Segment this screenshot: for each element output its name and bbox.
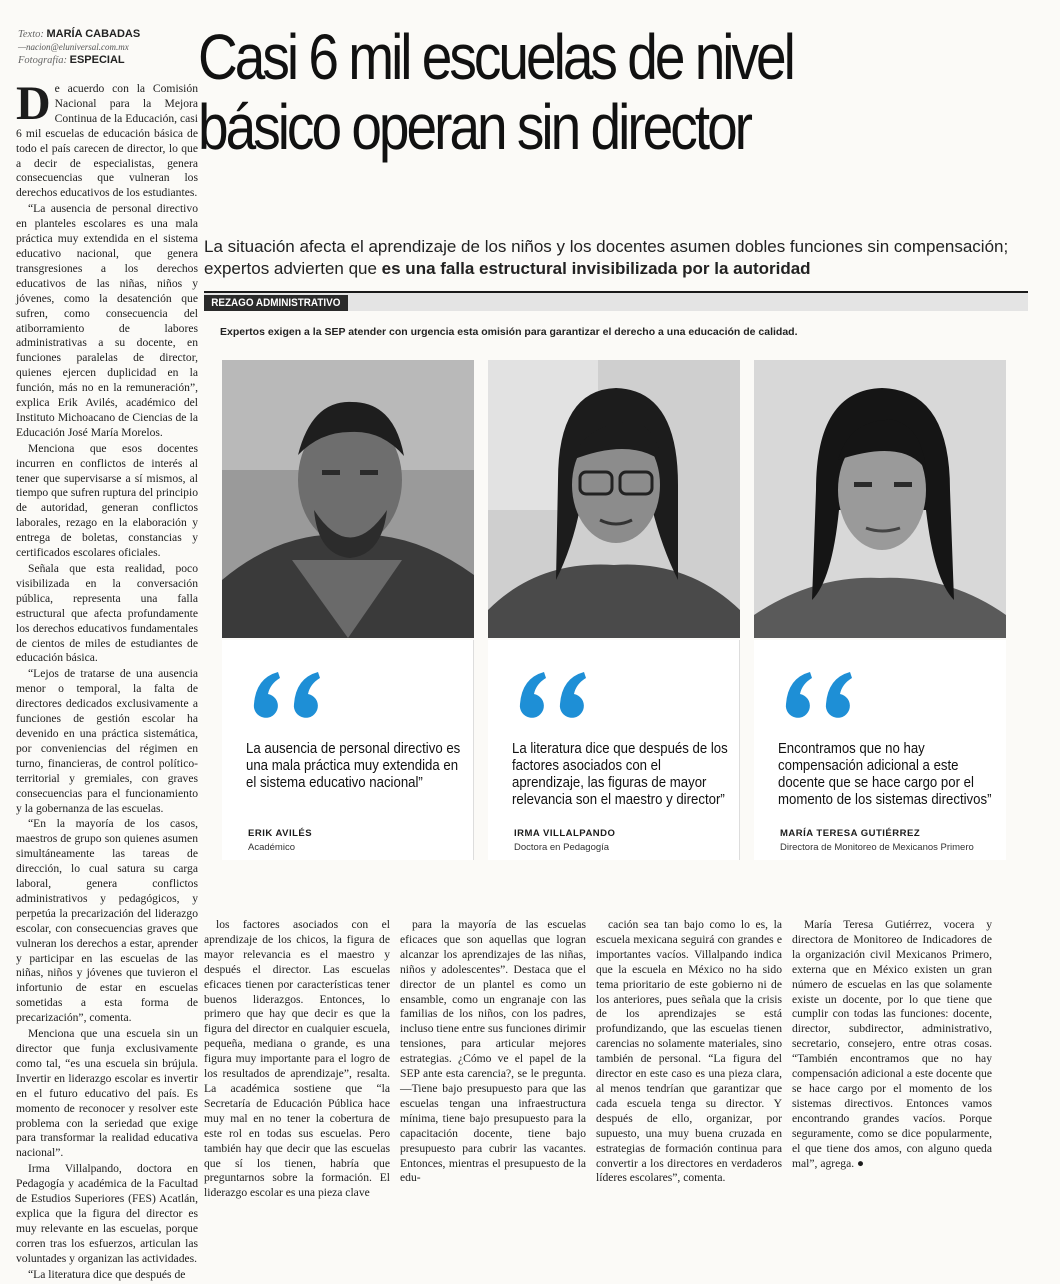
quote-author: IRMA VILLALPANDO [514,828,616,839]
subheadline: La situación afecta el aprendizaje de los niños y los docentes asumen dobles funciones sin compensación; expertos advierten que es una falla estructural invisibilizada por la autoridad [204,237,1009,278]
paragraph: “En la mayoría de los casos, maestros de grupo son quienes asumen simultáneamente las tareas de dirección, lo cual satura su carga laboral, genera conflictos administrativos y pedagógicos, y perpetúa la precarización del liderazgo escolar, con consecuencias graves que vulneran los derechos a estar, aprender y participar en las escuelas de las niñas, niños y jóvenes que tuvieron el infortunio de estar en escuelas sometidas a esta forma de precarización”, comenta. [16,817,198,1025]
author-email: —nacion@eluniversal.com.mx [18,42,129,52]
bottom-text-column: los factores asociados con el aprendizaje de los chicos, la figura de mayor relevancia es el maestro y después el director. Las escuelas eficaces tienen por características tener buenos liderazgos. Entonces, lo primero que hay que decir es que la figura del director en cualquier escuela, pequeña, mediana o grande, es una figura muy importante para el logro de los resultados de aprendizaje”, resalta. La académica sostiene que “la Secretaría de Educación Pública hace muy mal en no tener la cobertura de este rol en todas sus escuelas. Pero también hay que decir que las escuelas que sí los tienen, habría que preguntarnos sobre la formación. El liderazgo escolar es una pieza clave [204,918,390,1200]
paragraph: “Lejos de tratarse de una ausencia menor o temporal, la falta de directores dedicados exclusivamente a funciones de gestión escolar ha devenido en una práctica sistemática, por conveniencias del régimen en turno, financieras, de control político-territorial y gremiales, con graves consecuencias para el funcionamiento y la gobernanza de las escuelas. [16,667,198,815]
quote-mark-icon [248,664,328,724]
photo-maria-teresa-gutierrez [754,360,1006,638]
paragraph: Señala que esta realidad, poco visibilizada en la conversación pública, representa una falla estructural que afecta profundamente los derechos educativos fundamentales de cientos de miles de estudiantes de educación básica. [16,562,198,665]
quote-role: Académico [248,842,295,853]
bottom-text-column: para la mayoría de las escuelas eficaces que son aquellas que logran alcanzar los aprendizajes de las niñas, niños y adolescentes”. Destaca que el director de un plantel es como un ensamble, como un engranaje con las familias de los niños, con los padres, incluso tiene entre sus funciones dirimir tensiones, para articular mejores estrategias. ¿Cómo ve el papel de la SEP ante esta carencia?, se le pregunta. —Tiene bajo presupuesto para que las escuelas tengan una infraestructura mínima, tiene bajo presupuesto para la capacitación docente, tiene bajo presupuesto para cubrir las vacantes. Entonces, mientras el presupuesto de la edu- [400,918,586,1185]
photo-caption: Expertos exigen a la SEP atender con urgencia esta omisión para garantizar el derecho a una educación de calidad. [220,326,798,338]
quote-card [488,640,740,860]
quote-role: Directora de Monitoreo de Mexicanos Primero [780,842,974,853]
quote-card [754,640,1006,860]
photo-credit: ESPECIAL [69,54,125,66]
bottom-text-column: María Teresa Gutiérrez, vocera y directora de Monitoreo de Indicadores de la organización civil Mexicanos Primero, externa que en México existen un gran número de escuelas en las que solamente existe un docente, por lo que tiene que cumplir con todas las funciones: docente, director, subdirector, administrativo, secretario, consejero, entre otras cosas. “También encontramos que no hay compensación adicional a este docente que se hace cargo por el momento de los sistemas directivos. Entonces vamos encontrando grandes vacíos. Porque seguramente, como se dice popularmente, el que tiene dos amos, con alguno queda mal”, agrega. ● [792,918,992,1170]
paragraph: “La ausencia de personal directivo en planteles escolares es una mala práctica muy extendida en el sistema educativo nacional, que genera transgresiones a los derechos educativos de las niñas, niños y jóvenes, como la desatención que sufren, como consecuencia del atiborramiento de labores administrativas a su docente, en funciones paralelas de director, quienes ejercen duplicidad en la función, más no en la remuneración”, explica Erik Avilés, académico del Instituto Michoacano de Ciencias de la Educación José María Morelos. [16,202,198,439]
quote-mark-icon [780,664,860,724]
section-label: REZAGO ADMINISTRATIVO [204,295,348,311]
quote-text: Encontramos que no hay compensación adicional a este docente que se hace cargo por el momento de los sistemas directivos” [778,740,992,808]
section-bar [204,291,1028,311]
quote-text: La literatura dice que después de los factores asociados con el aprendizaje, las figuras de mayor relevancia son el maestro y director” [512,740,728,808]
headline: Casi 6 mil escuelas de nivel básico operan sin director [198,21,793,163]
paragraph: “La literatura dice que después de [28,1267,186,1281]
quote-card [222,640,474,860]
photo-erik-aviles [222,360,474,638]
bottom-text-column: cación sea tan bajo como lo es, la escuela mexicana seguirá con grandes e importantes vacíos. Villalpando indica que la escuela en México no ha sido tema prioritario de este gobierno ni de los anteriores, pues señala que la crisis de los aprendizajes se está profundizando, que las escuelas tienen carencias no solamente materiales, sino también de personal. “La figura del director en este caso es una pieza clara, al menos tendrían que garantizar que cada escuela tenga su director. Y después de ello, organizar, por supuesto, una muy buena cruzada en estrategias de formación continua para convertir a los directores en verdaderos líderes escolares”, comenta. [596,918,782,1185]
quote-mark-icon [514,664,594,724]
quote-author: ERIK AVILÉS [248,828,313,839]
paragraph: Irma Villalpando, doctora en Pedagogía y académica de la Facultad de Estudios Superiores (FES) Acatlán, explica que la figura del director es muy relevante en las escuelas, porque corren tras los esfuerzos, articulan las voluntades y organizan las actividades. [16,1162,198,1265]
photo-irma-villalpando [488,360,740,638]
quote-author: MARÍA TERESA GUTIÉRREZ [780,828,921,839]
paragraph: Menciona que esos docentes incurren en conflictos de interés al tener que supervisarse a sí mismos, al tiempo que sufren ruptura del principio de autoridad, generan conflictos laborales, rezago en la elaboración y entrega de boletas, constancias y certificados escolares oficiales. [16,441,198,560]
byline: Texto: MARÍA CABADAS —nacion@eluniversal.com.mx Fotografía: ESPECIAL [18,28,198,67]
paragraph: Menciona que una escuela sin un director que funja exclusivamente como tal, “es una escuela sin brújula. Invertir en liderazgo escolar es invertir en el futuro educativo del país. Es momento de reconocer y resolver este problema con la seriedad que exige para transformar la realidad educativa nacional”. [16,1027,198,1160]
left-text-column: De acuerdo con la Comisión Nacional para la Mejora Continua de la Educación, casi 6 mil escuelas de educación básica de todo el país carecen de director, lo que a decir de especialistas, genera consecuencias que vulneran los derechos educativos de los estudiantes. “La ausencia de personal directivo en planteles escolares es una mala práctica muy extendida en el sistema educativo nacional, que genera transgresiones a los derechos educativos de las niñas, niños y jóvenes, como la desatención que sufren, como consecuencia del atiborramiento de labores administrativas a su docente, en funciones paralelas de director, quienes ejercen duplicidad en la función, más no en la remuneración”, explica Erik Avilés, académico del Instituto Michoacano de Ciencias de la Educación José María Morelos. Menciona que esos docentes incurren en conflictos de interés al tener que supervisarse a sí mismos, al tiempo que sufren ruptura del principio de autoridad, generan conflictos laborales, rezago en la elaboración y entrega de boletas, constancias y certificados escolares oficiales. Señala que esta realidad, poco visibilizada en la conversación pública, representa una falla estructural que afecta profundamente los derechos educativos fundamentales de cientos de miles de estudiantes de educación básica. “Lejos de tratarse de una ausencia menor o temporal, la falta de directores dedicados exclusivamente a funciones de gestión escolar ha devenido en una práctica sistemática, por conveniencias del régimen en turno, financieras, de control político-territorial y gremiales, con graves consecuencias para el funcionamiento y la gobernanza de las escuelas. “En la mayoría de los casos, maestros de grupo son quienes asumen simultáneamente las tareas de dirección, lo cual satura su carga laboral, genera conflictos administrativos y pedagógicos, y perpetúa la precarización del liderazgo escolar, con consecuencias graves que vulneran los derechos a estar, aprender y participar en las escuelas de las niñas, niños y jóvenes que tuvieron el infortunio de estar en escuelas sometidas a esta forma de precarización”, comenta. Menciona que una escuela sin un director que funja exclusivamente como tal, “es una escuela sin brújula. Invertir en liderazgo escolar es invertir en el futuro educativo del país. Es momento de reconocer y resolver este problema con la seriedad que exige para transformar la realidad educativa nacional”. Irma Villalpando, doctora en Pedagogía y académica de la Facultad de Estudios Superiores (FES) Acatlán, explica que la figura del director es muy relevante en las escuelas, porque corren tras los esfuerzos, articulan las voluntades y organizan las actividades. “La literatura dice que después de [16,77,198,1281]
drop-cap: D [16,77,51,130]
author-name: MARÍA CABADAS [46,28,141,40]
quote-role: Doctora en Pedagogía [514,842,610,853]
quote-text: La ausencia de personal directivo es una mala práctica muy extendida en el sistema educativo nacional” [246,740,461,791]
